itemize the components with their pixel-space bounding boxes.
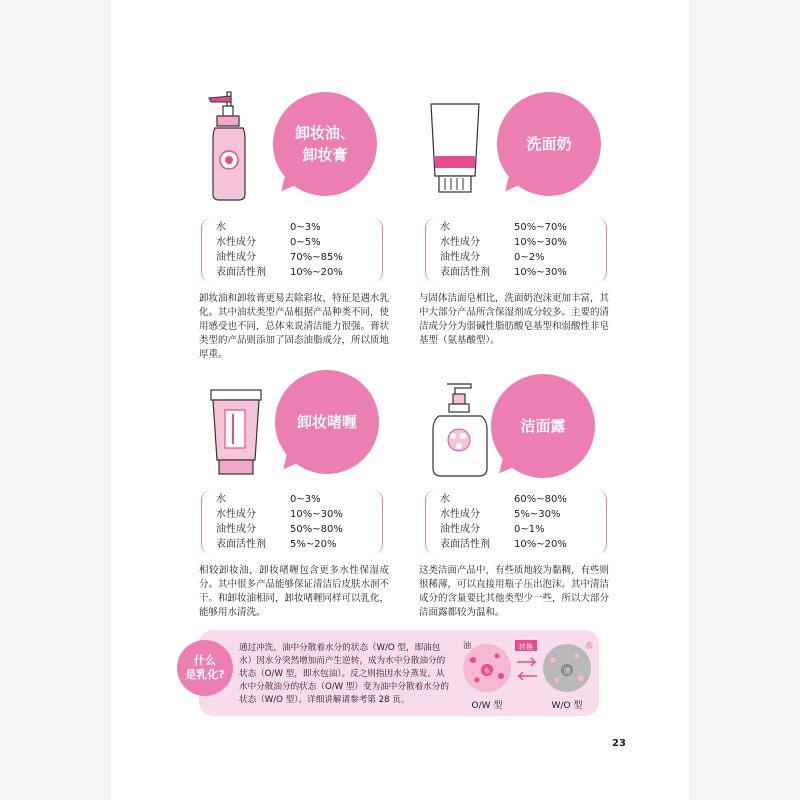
ingredient-value: 50%~80%	[290, 524, 343, 535]
ingredient-value: 0~3%	[290, 222, 321, 233]
ingredient-value: 70%~85%	[290, 252, 343, 263]
ingredient-label: 表面活性剂	[440, 539, 490, 550]
facial-cleanser-title-bubble	[497, 92, 601, 196]
table-row	[202, 220, 382, 235]
cleansing-wash-pump-bottle-illustration	[429, 378, 491, 482]
table-row	[426, 250, 606, 265]
ingredient-label: 表面活性剂	[440, 267, 490, 278]
cleansing-gel-title-bubble	[275, 370, 379, 474]
table-row	[426, 507, 606, 522]
ingredient-label: 油性成分	[440, 252, 480, 263]
ingredient-value: 0~3%	[290, 494, 321, 505]
facial-cleanser-tube-illustration	[427, 98, 483, 204]
cleansing-wash-description: 这类洁面产品中，有些质地较为黏稠，有些则很稀薄，可以直接用瓶子压出泡沫。其中清洁成分的含量要比其他类型少一些，所以大部分洁面露都较为温和。	[419, 565, 610, 618]
facial-cleanser-title: 洗面奶	[526, 135, 572, 153]
cleansing-gel-ingredient-table	[201, 490, 383, 554]
facial-cleanser-ingredient-table	[425, 218, 607, 282]
ingredient-label: 水	[216, 494, 226, 505]
cleansing-gel-description: 相较卸妆油，卸妆啫喱包含更多水性保湿成分。其中很多产品能够保证清洁后皮肤水润不干。和卸妆油相同，卸妆啫喱同样可以乳化，能够用水清洗。	[199, 565, 390, 618]
ingredient-label: 水性成分	[440, 509, 480, 520]
ingredient-label: 表面活性剂	[216, 267, 266, 278]
cleansing-oil-ingredient-table	[201, 218, 383, 282]
ingredient-label: 水	[216, 222, 226, 233]
ingredient-label: 水	[440, 494, 450, 505]
table-row	[202, 235, 382, 250]
emulsion-type-diagram	[457, 636, 597, 716]
emulsification-callout	[185, 630, 599, 716]
emulsification-explanation: 通过冲洗，油中分散着水分的状态（W/O 型，即油包水）因水分突然增加而产生逆转，成为水中分散油分的状态（O/W 型，即水包油）。反之则指因水分蒸发，从水中分散油分的状态（O/W 型）变为油中分散着水分的状态（W/O 型）。详细讲解请参考第 28 页。	[239, 643, 449, 705]
cleansing-oil-title-bubble	[273, 92, 377, 196]
table-row	[426, 265, 606, 280]
table-row	[202, 250, 382, 265]
emulsification-question: 什么 是乳化?	[185, 654, 225, 681]
cleansing-oil-description: 卸妆油和卸妆膏更易去除彩妆，特征是遇水乳化。其中油状类型产品根据产品种类不同，使用感受也不同，总体来说清洁能力很强。膏状类型的产品则添加了固态油脂成分，所以质地厚重。	[199, 293, 390, 360]
ingredient-value: 10%~30%	[514, 267, 567, 278]
wo-center-label: 油	[563, 667, 571, 675]
ingredient-value: 0~2%	[514, 252, 545, 263]
cleansing-oil-bottle-illustration	[201, 88, 261, 204]
ingredient-value: 10%~20%	[290, 267, 343, 278]
ingredient-value: 50%~70%	[514, 222, 567, 233]
ow-center-label: 水	[483, 667, 491, 675]
ingredient-value: 0~5%	[290, 237, 321, 248]
ingredient-value: 5%~30%	[514, 509, 561, 520]
cleansing-wash-title: 洁面露	[520, 417, 566, 435]
ingredient-label: 水	[440, 222, 450, 233]
ingredient-label: 水性成分	[216, 237, 256, 248]
cleansing-oil-title: 卸妆油、 卸妆膏	[294, 124, 355, 164]
ingredient-label: 水性成分	[216, 509, 256, 520]
ingredient-label: 油性成分	[216, 524, 256, 535]
wo-caption: W/O 型	[551, 701, 583, 711]
ingredient-label: 油性成分	[440, 524, 480, 535]
table-row	[202, 522, 382, 537]
ingredient-value: 5%~20%	[290, 539, 337, 550]
table-row	[202, 492, 382, 507]
table-row	[426, 492, 606, 507]
cleansing-gel-tube-illustration	[207, 386, 265, 480]
page-number: 23	[612, 738, 626, 749]
ingredient-value: 0~1%	[514, 524, 545, 535]
table-row	[202, 265, 382, 280]
ingredient-value: 10%~30%	[290, 509, 343, 520]
ingredient-value: 10%~20%	[514, 539, 567, 550]
table-row	[202, 507, 382, 522]
ingredient-label: 水性成分	[440, 237, 480, 248]
ingredient-label: 表面活性剂	[216, 539, 266, 550]
switch-label: 转换	[519, 643, 533, 651]
ingredient-label: 油性成分	[216, 252, 256, 263]
table-row	[426, 220, 606, 235]
ow-caption: O/W 型	[471, 701, 503, 711]
table-row	[426, 235, 606, 250]
facial-cleanser-description: 与固体洁面皂相比，洗面奶泡沫更加丰富，其中大部分产品所含保湿剂成分较多。主要的清洁成分分为弱碱性脂肪酸皂基型和弱酸性非皂基型（氨基酸型）。	[419, 293, 610, 346]
wo-outer-label: 水	[585, 641, 593, 650]
emulsification-question-badge	[177, 640, 233, 696]
cleansing-wash-title-bubble	[491, 374, 595, 478]
cleansing-gel-title: 卸妆啫喱	[296, 413, 357, 431]
table-row	[426, 522, 606, 537]
switch-arrow-right	[517, 658, 535, 666]
book-page	[111, 0, 689, 800]
ingredient-value: 10%~30%	[514, 237, 567, 248]
ow-outer-label: 油	[463, 641, 471, 650]
cleansing-wash-ingredient-table	[425, 490, 607, 554]
table-row	[202, 537, 382, 552]
table-row	[426, 537, 606, 552]
switch-arrow-left	[519, 672, 537, 680]
ingredient-value: 60%~80%	[514, 494, 567, 505]
